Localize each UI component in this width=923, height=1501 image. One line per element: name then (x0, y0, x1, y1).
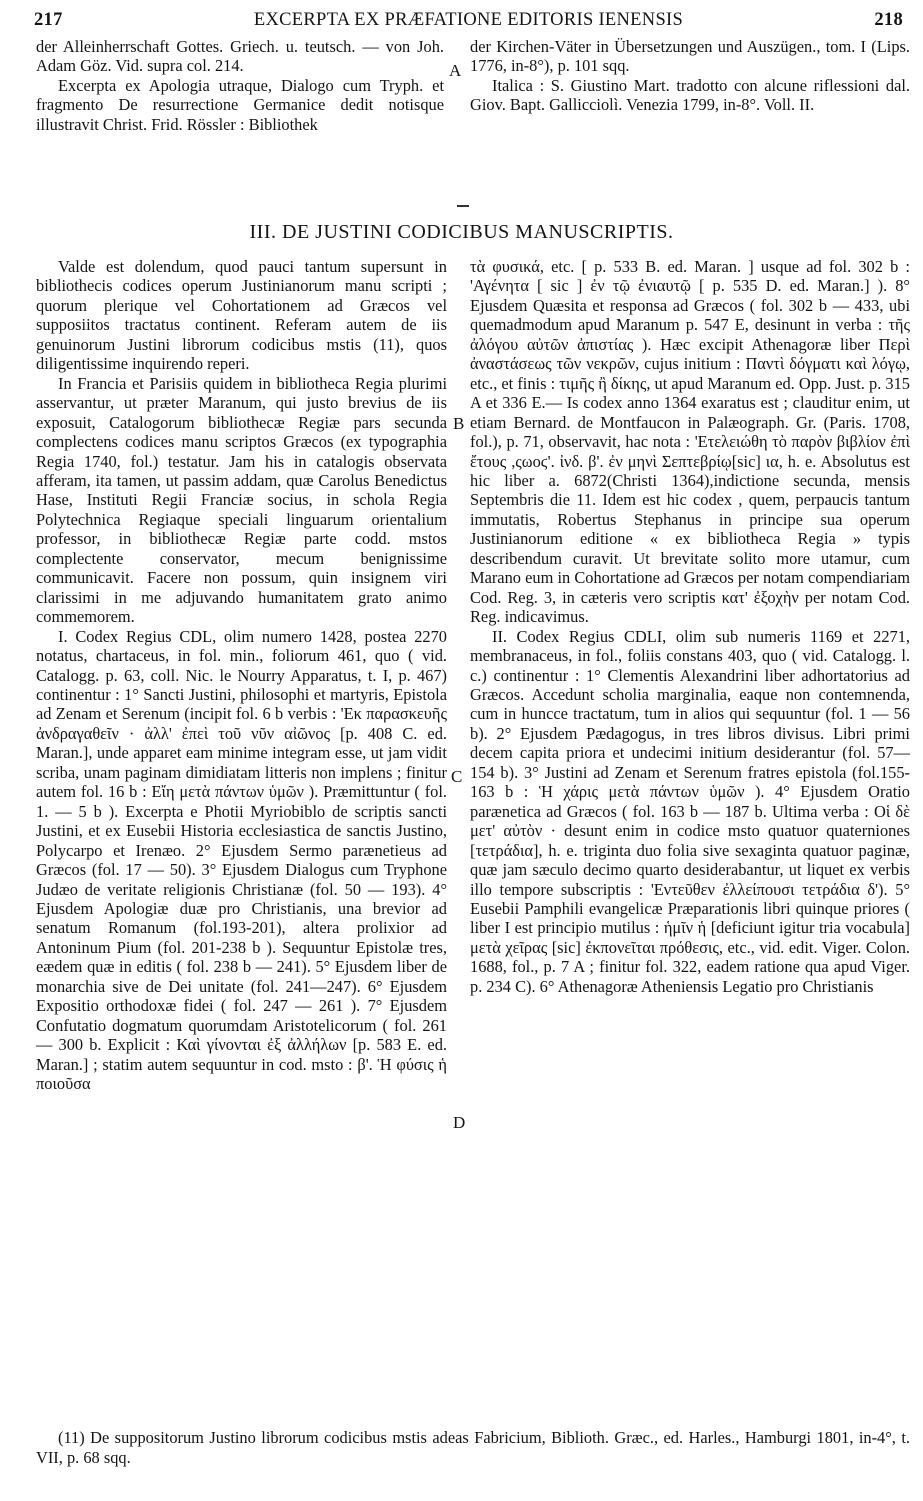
right-column (470, 257, 910, 996)
section-divider (457, 205, 469, 207)
paragraph: der Kirchen-Väter in Übersetzungen und Auszügen., tom. I (Lips. 1776, in-8°), p. 101 sqq. (470, 37, 910, 76)
paragraph: II. Codex Regius CDLI, olim sub numeris 1169 et 2271, membranaceus, in fol., foliis constans 403, quo ( vid. Catalogg. l. c.) continentur : 1° Clementis Alexandrini liber adhortatorius ad Græcos. Accedunt scholia marginalia, eaque non contemnenda, cum in huncce tractatum, tum in alios qui sequuntur (fol. 1 — 56 b). 2° Ejusdem Pædagogus, in tres libros divisus. Libri primi decem capita priora et undecimi initium desiderantur (fol. 57—154 b). 3° Justini ad Zenam et Serenum fratres epistola (fol.155-163 b : Ἡ χάρις μετὰ πάντων ὑμῶν ). 4° Ejusdem Oratio parænetica ad Græcos ( fol. 163 b — 187 b. Ultima verba : Οἱ δὲ μετ' αὐτὸν · desunt enim in codice msto quatuor quaterniones [τετράδια], h. e. triginta duo folia sive sexaginta quatuor paginæ, quæ jam sæculo decimo quarto desiderabantur, ut liquet ex verbis illo tempore subscriptis : 'Εντεῦθεν ἐλλείπουσι τετράδια δ'). 5° Eusebii Pamphili evangelicæ Præparationis libri quinque priores ( liber I est principio mutilus : ἡμῖν ἡ [deficiunt igitur tria vocabula] μετὰ χεῖρας [sic] ἐκπονεῖται πρόθεσις, etc., vid. edit. Viger. Colon. 1688, fol., p. 7 A ; finitur fol. 322, eadem ratione qua apud Viger. p. 234 C). 6° Athenagoræ Atheniensis Legatio pro Christianis (470, 626, 910, 996)
margin-letter: A (449, 61, 462, 80)
left-column (36, 257, 447, 1093)
top-right-column (470, 37, 910, 115)
page-number-left: 217 (34, 10, 63, 30)
top-left-column (36, 37, 444, 134)
section-heading: III. DE JUSTINI CODICIBUS MANUSCRIPTIS. (249, 221, 674, 243)
paragraph: In Francia et Parisiis quidem in bibliotheca Regia plurimi asservantur, ut præter Maranum, qui justo brevius de iis exposuit, Catalogorum bibliothecæ Regiæ pars secunda complectens codices manu scriptos Græcos (ex typographia Regia 1740, fol.) testatur. Jam his in catalogis observata afferam, ita tamen, ut passim addam, quæ Carolus Benedictus Hase, Instituti Regii Franciæ socius, in schola Regia Polytechnica Regiaque speciali linguarum orientalium professor, in bibliothecæ Regiæ parte codd. mstos complectente conservator, mecum benignissime communicavit. Facere non possum, quin insignem viri clarissimi in me adjuvando humanitatem grato animo commemorem. (36, 373, 447, 627)
running-head (34, 10, 903, 36)
running-title: EXCERPTA EX PRÆFATIONE EDITORIS IENENSIS (253, 10, 684, 30)
paragraph: τὰ φυσικά, etc. [ p. 533 B. ed. Maran. ] usque ad fol. 302 b : 'Αγένητα [ sic ] ἐν τῷ ἐνιαυτῷ [ p. 535 D. ed. Maran.] ). 8° Ejusdem Quæsita et responsa ad Græcos ( fol. 302 b — 433, ubi quemadmodum apud Maranum p. 547 E, desinunt in verba : τῆς ἀλόγου αὐτῶν ἀπιστίας ). Hæc excipit Athenagoræ liber Περὶ ἀναστάσεως τῶν νεκρῶν, cujus initium : Παντὶ δόγματι καὶ λόγῳ, etc., et finis : τιμῆς ἢ δίκης, ut apud Maranum ed. Opp. Just. p. 315 A et 336 E.— Is codex anno 1364 exaratus est ; clauditur enim, ut etiam Bernard. de Montfaucon in Palæograph. Gr. (Paris. 1708, fol.), p. 71, observavit, hac nota : 'Ετελειώθη τὸ παρὸν βιβλίον ἐπὶ ἔτους ,ςωοϛ'. ἰνδ. β'. ἐν μηνὶ Σεπτεβρίῳ[sic] ια, h. e. Absolutus est hic liber a. 6872(Christi 1364),indictione secunda, mensis Septembris die 11. Idem est hic codex , quem, perpaucis tantum immutatis, Robertus Stephanus in principe sua operum Justinianorum editione « ex bibliotheca Regia » typis describendum curavit. Ut brevitate solito more utamur, cum Marano eum in Cohortatione ad Græcos per notam compendiariam Cod. Reg. 3, in cæteris vero scriptis κατ' ἐξοχὴν per notam Cod. Reg. indicavimus. (470, 257, 910, 627)
margin-letter: B (453, 414, 465, 433)
paragraph: Excerpta ex Apologia utraque, Dialogo cum Tryph. et fragmento De resurrectione Germanice dedit notisque illustravit Christ. Frid. Rössler : Bibliothek (36, 75, 444, 134)
page-number-right: 218 (874, 10, 903, 30)
footnote (36, 1428, 910, 1467)
footnote-text: (11) De suppositorum Justino librorum codicibus mstis adeas Fabricium, Biblioth. Græc., ed. Harles., Hamburgi 1801, in-4°, t. VII, p. 68 sqq. (36, 1428, 910, 1467)
paragraph: Italica : S. Giustino Mart. tradotto con alcune riflessioni dal. Giov. Bapt. Gallicciolì. Venezia 1799, in-8°. Voll. II. (470, 75, 910, 115)
margin-letter: C (451, 767, 463, 786)
margin-letter: D (453, 1113, 466, 1132)
paragraph: der Alleinherrschaft Gottes. Griech. u. teutsch. — von Joh. Adam Göz. Vid. supra col. 214. (36, 37, 444, 76)
paragraph: I. Codex Regius CDL, olim numero 1428, postea 2270 notatus, chartaceus, in fol. min., foliorum 461, quo ( vid. Catalogg. p. 63, coll. Nic. le Nourry Apparatus, t. I, p. 467) continentur : 1° Sancti Justini, philosophi et martyris, Epistola ad Zenam et Serenum (incipit fol. 6 b verbis : 'Εκ παρασκευῆς ἀνδραγαθεῖν · ἀλλ' ἐπεὶ τοῦ νῦν αἰῶνος [p. 408 C. ed. Maran.], unde apparet eam minime integram esse, ut jam vidit scriba, unam paginam dimidiatam litteris non implens ; finitur autem fol. 16 b : Εἴη μετὰ πάντων ὑμῶν ). Præmittuntur ( fol. 1. — 5 b ). Excerpta e Photii Myriobiblo de scriptis sancti Justini, et ex Eusebii Historia ecclesiastica de sanctis Justino, Polycarpo et Irenæo. 2° Ejusdem Sermo parænetieus ad Græcos (fol. 17 — 50). 3° Ejusdem Dialogus cum Tryphone Judæo de veritate religionis Christianæ (fol. 50 — 193). 4° Ejusdem Apologiæ duæ pro Christianis, una brevior ad senatum Romanum (fol.193-201), altera prolixior ad Antoninum Pium (fol. 201-238 b ). Sequuntur Epistolæ tres, eædem quæ in editis ( fol. 238 b — 241). 5° Ejusdem liber de monarchia sive de Dei unitate (fol. 241—247). 6° Ejusdem Expositio orthodoxæ fidei ( fol. 247 — 261 ). 7° Ejusdem Confutatio dogmatum quorumdam Aristotelicorum ( fol. 261 — 300 b. Explicit : Καὶ γίνονται ἐξ ἀλλήλων [p. 583 E. ed. Maran.] ; statim autem sequuntur in cod. msto : β'. Ἡ φύσις ἡ ποιοῦσα (36, 626, 447, 1094)
paragraph: Valde est dolendum, quod pauci tantum supersunt in bibliothecis codices operum Justinianorum manu scripti ; quorum plerique vel Cohortationem ad Græcos vel supposiitos tractatus continent. Referam autem de iis genuinorum Justini librorum codicibus mstis (11), quos diligentissime inquirendo reperi. (36, 257, 447, 374)
